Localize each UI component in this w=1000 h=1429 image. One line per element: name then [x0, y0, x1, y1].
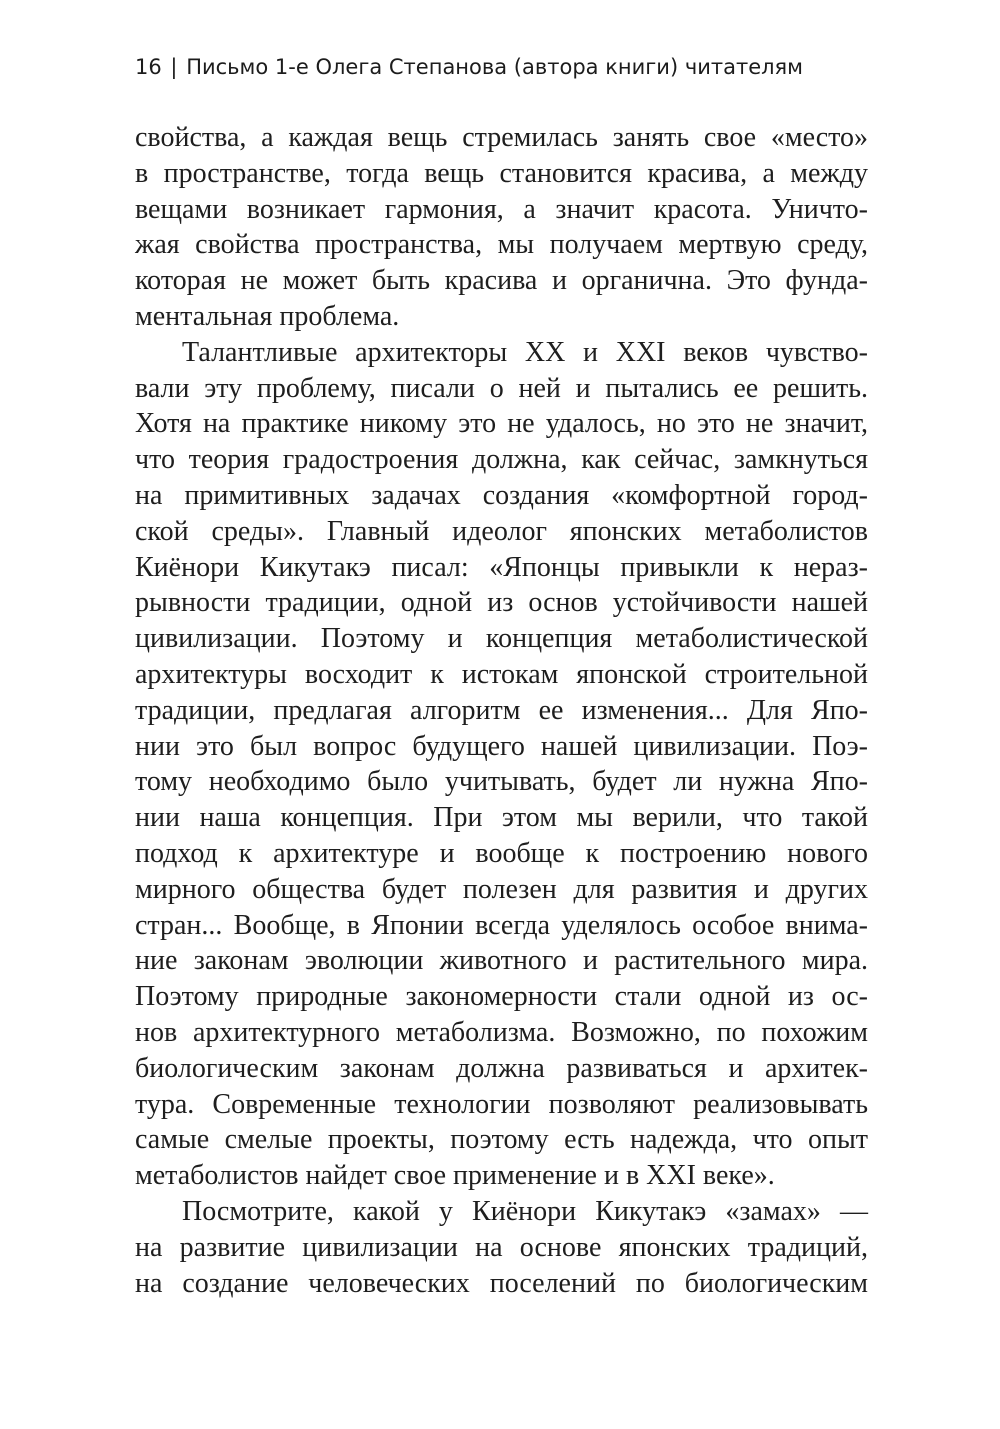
text-line: архитектуры восходит к истокам японской строительной — [135, 658, 868, 690]
text-line: метаболистов найдет свое применение и в XXI веке». — [135, 1160, 775, 1192]
text-line: мирного общества будет полезен для развития и других — [135, 873, 868, 905]
text-line: Посмотрите, какой у Киёнори Кикутакэ «замах» — — [182, 1195, 868, 1227]
text-line: ской среды». Главный идеолог японских метаболистов — [135, 515, 868, 547]
text-line: нии наша концепция. При этом мы верили, что такой — [135, 802, 868, 834]
text-line: вещами возникает гармония, а значит красота. Уничто- — [135, 193, 868, 225]
text-line: на примитивных задачах создания «комфортной город- — [135, 479, 868, 511]
running-header — [135, 52, 870, 82]
text-line: на создание человеческих поселений по биологическим — [135, 1267, 868, 1299]
text-line: подход к архитектуре и вообще к построению нового — [135, 837, 868, 869]
text-line: ние законам эволюции животного и растительного мира. — [135, 945, 868, 977]
header-separator: | — [170, 55, 178, 79]
text-line: нов архитектурного метаболизма. Возможно, по похожим — [135, 1016, 868, 1048]
text-line: Талантливые архитекторы XX и XXI веков чувство- — [182, 336, 868, 368]
text-line: цивилизации. Поэтому и концепция метаболистической — [135, 623, 868, 655]
text-line: стран... Вообще, в Японии всегда уделялось особое внима- — [135, 909, 868, 941]
text-line: ментальная проблема. — [135, 300, 400, 332]
text-line: тому необходимо было учитывать, будет ли нужна Япо- — [135, 766, 868, 798]
text-line: биологическим законам должна развиваться и архитек- — [135, 1052, 868, 1084]
text-line: что теория градостроения должна, как сейчас, замкнуться — [135, 444, 868, 476]
body-text — [135, 120, 868, 1301]
text-line: Поэтому природные закономерности стали одной из ос- — [135, 981, 868, 1013]
text-line: традиции, предлагая алгоритм ее изменения... Для Япо- — [135, 694, 868, 726]
text-line: на развитие цивилизации на основе японских традиций, — [135, 1231, 868, 1263]
text-line: Киёнори Кикутакэ писал: «Японцы привыкли к нераз- — [135, 551, 868, 583]
text-line: свойства, а каждая вещь стремилась занять свое «место» — [135, 122, 868, 153]
text-line: тура. Современные технологии позволяют реализовывать — [135, 1088, 868, 1120]
chapter-title: Письмо 1-е Олега Степанова (автора книги) читателям — [186, 55, 804, 79]
page-number: 16 — [135, 55, 162, 79]
text-line: Хотя на практике никому это не удалось, но это не значит, — [135, 408, 868, 440]
text-line: нии это был вопрос будущего нашей цивилизации. Поэ- — [135, 730, 868, 762]
text-line: рывности традиции, одной из основ устойчивости нашей — [135, 587, 868, 619]
text-line: вали эту проблему, писали о ней и пытались ее решить. — [135, 372, 868, 404]
text-line: самые смелые проекты, поэтому есть надежда, что опыт — [135, 1124, 868, 1156]
text-line: в пространстве, тогда вещь становится красива, а между — [135, 157, 868, 189]
text-line: жая свойства пространства, мы получаем мертвую среду, — [135, 229, 868, 261]
text-line: которая не может быть красива и органична. Это фунда- — [135, 265, 868, 297]
